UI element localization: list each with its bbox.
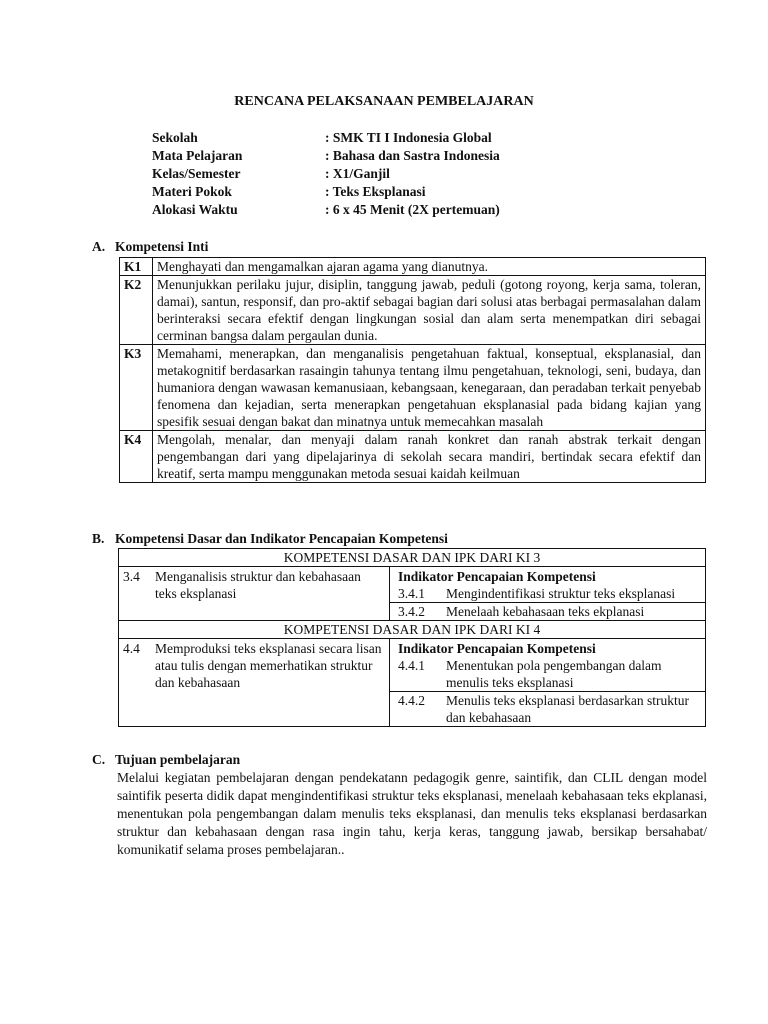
meta-label: Mata Pelajaran [152, 148, 243, 163]
section-title: Kompetensi Inti [115, 239, 209, 254]
ki-code: K1 [120, 258, 153, 276]
ipk-cell [390, 639, 706, 727]
table-row [119, 567, 706, 621]
kd-cell [119, 639, 390, 727]
ipk-number: 4.4.2 [398, 693, 425, 708]
meta-value: : Bahasa dan Sastra Indonesia [325, 148, 500, 163]
ki-text: Menghayati dan mengamalkan ajaran agama yang dianutnya. [153, 258, 706, 276]
ki-text: Mengolah, menalar, dan menyaji dalam ranah konkret dan ranah abstrak terkait dengan pengembangan dari yang dipelajarinya di sekolah secara mandiri, bertindak secara efektif dan kreatif, serta mampu menggunakan metoda sesuai kaidah keilmuan [153, 431, 706, 483]
ipk-text: Mengindentifikasi struktur teks eksplanasi [446, 586, 676, 601]
ipk-title: Indikator Pencapaian Kompetensi [398, 641, 596, 656]
ipk-text: Menelaah kebahasaan teks ekplanasi [446, 604, 645, 619]
table-row [119, 621, 706, 639]
ipk-cell [390, 567, 706, 621]
kd-text: Memproduksi teks eksplanasi secara lisan atau tulis dengan memerhatikan struktur dan kebahasaan [155, 641, 382, 690]
table-row [120, 431, 706, 483]
ipk-item [390, 585, 705, 602]
table-row [119, 549, 706, 567]
section-a-heading [92, 238, 208, 255]
kd-number: 3.4 [123, 569, 140, 584]
learning-objective-paragraph: Melalui kegiatan pembelajaran dengan pendekatann pedagogik genre, saintifik, dan CLIL dengan model saintifik peserta didik dapat mengindentifikasi struktur teks eksplanasi, menelaah kebahasaan teks ekplanasi, menentukan pola pengembangan dalam menulis teks eksplanasi, dan menulis teks eksplanasi berdasarkan struktur dan kebahasaan dengan rasa ingin tahu, kerja keras, tanggung jawab, bersikap bersahabat/ komunikatif selama proses pembelajaran.. [117, 770, 707, 857]
meta-label: Materi Pokok [152, 184, 232, 199]
kd-header: KOMPETENSI DASAR DAN IPK DARI KI 4 [119, 621, 706, 639]
document-title: RENCANA PELAKSANAAN PEMBELAJARAN [234, 94, 534, 109]
ipk-item [390, 657, 705, 691]
meta-value: : 6 x 45 Menit (2X pertemuan) [325, 202, 500, 217]
kd-item [123, 568, 385, 602]
table-row [120, 276, 706, 345]
section-letter: A. [92, 239, 106, 254]
ki-text: Memahami, menerapkan, dan menganalisis pengetahuan faktual, konseptual, eksplanasial, dan metakognitif berdasarkan rasaingin tahunya tentang ilmu pengetahuan, teknologi, seni, budaya, dan humaniora dengan wawasan kemanusiaan, kebangsaan, kenegaraan, dan peradaban terkait penyebab fenomena dan kejadian, serta menerapkan pengetahuan eksplanasial pada bidang kajian yang spesifik sesuai dengan bakat dan minatnya untuk memecahkan masalah [153, 345, 706, 431]
kd-item [123, 640, 385, 691]
meta-value: : Teks Eksplanasi [325, 184, 426, 199]
kd-number: 4.4 [123, 641, 140, 656]
ipk-title: Indikator Pencapaian Kompetensi [398, 569, 596, 584]
kd-text: Menganalisis struktur dan kebahasaan teks eksplanasi [155, 569, 361, 601]
kd-cell [119, 567, 390, 621]
ipk-text: Menulis teks eksplanasi berdasarkan struktur dan kebahasaan [446, 693, 689, 725]
meta-value: : X1/Ganjil [325, 166, 390, 181]
ki-text: Menunjukkan perilaku jujur, disiplin, tanggung jawab, peduli (gotong royong, kerja sama, toleran, damai), santun, responsif, dan pro-aktif sebagai bagian dari solusi atas berbagai permasalahan dalam berinteraksi secara efektif dengan lingkungan sosial dan alam serta menempatkan diri sebagai cerminan bangsa dalam pergaulan dunia. [153, 276, 706, 345]
ipk-number: 3.4.2 [398, 604, 425, 619]
ipk-item [390, 691, 705, 726]
ki-code: K2 [120, 276, 153, 345]
section-title: Tujuan pembelajaran [115, 752, 241, 767]
ipk-text: Menentukan pola pengembangan dalam menulis teks eksplanasi [446, 658, 662, 690]
meta-row-subject [152, 147, 500, 165]
ipk-item [390, 602, 705, 620]
table-row [120, 345, 706, 431]
section-title: Kompetensi Dasar dan Indikator Pencapaian Kompetensi [115, 531, 448, 546]
meta-row-topic [152, 183, 500, 201]
meta-label: Kelas/Semester [152, 166, 241, 181]
section-letter: C. [92, 752, 106, 767]
section-b-heading [92, 530, 448, 547]
meta-row-time [152, 201, 500, 219]
ki-code: K3 [120, 345, 153, 431]
meta-label: Alokasi Waktu [152, 202, 238, 217]
ki-code: K4 [120, 431, 153, 483]
table-row [120, 258, 706, 276]
kompetensi-inti-table [119, 257, 706, 483]
meta-row-school [152, 129, 500, 147]
table-row [119, 639, 706, 727]
kompetensi-dasar-table [118, 548, 706, 727]
ipk-number: 4.4.1 [398, 658, 425, 673]
kd-header: KOMPETENSI DASAR DAN IPK DARI KI 3 [119, 549, 706, 567]
meta-value: : SMK TI I Indonesia Global [325, 130, 492, 145]
section-c-heading [92, 751, 240, 768]
ipk-number: 3.4.1 [398, 586, 425, 601]
meta-label: Sekolah [152, 130, 198, 145]
section-letter: B. [92, 531, 105, 546]
meta-row-class [152, 165, 500, 183]
identity-block [152, 129, 500, 219]
